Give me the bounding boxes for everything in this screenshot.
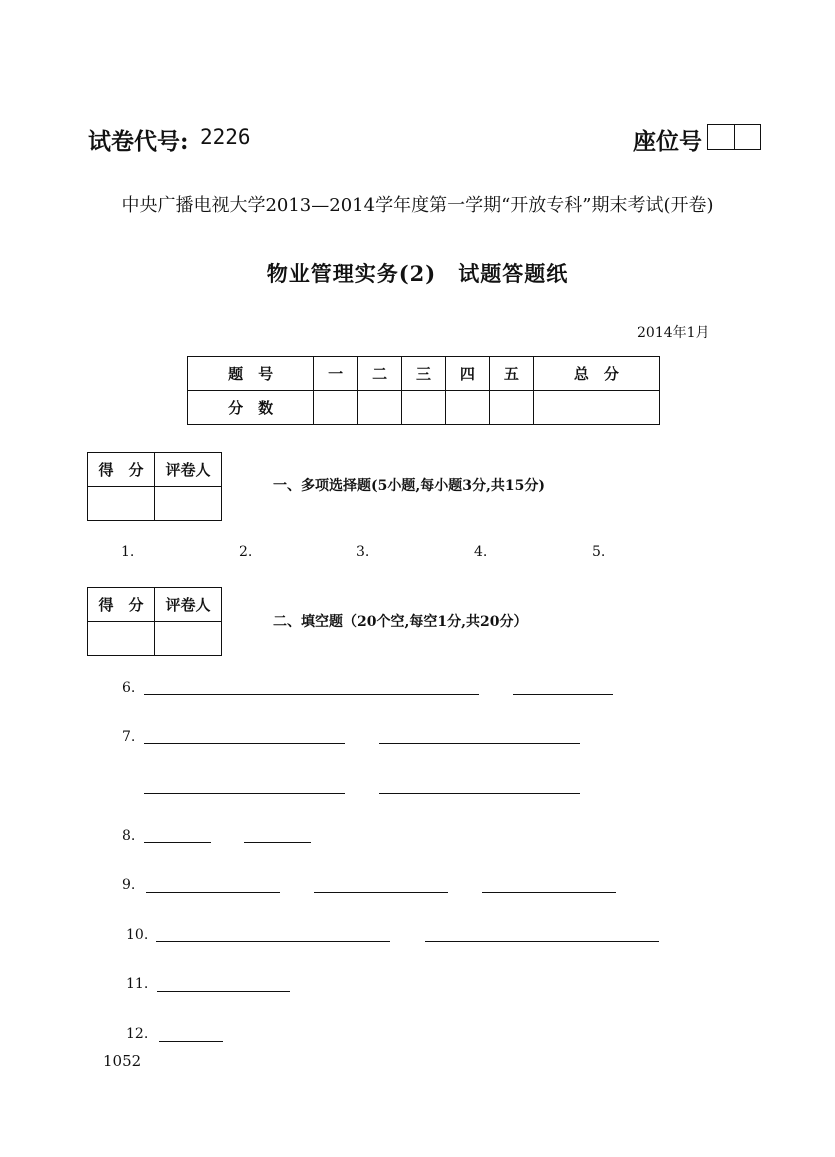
column-header: 五 (489, 357, 533, 391)
subject-title: 物业管理实务(2) 试题答题纸 (266, 261, 569, 286)
seat-number-label: 座位号 (633, 128, 702, 155)
answer-blank[interactable] (425, 941, 659, 942)
answer-blank[interactable] (513, 694, 613, 695)
exam-header: 中央广播电视大学2013—2014学年度第一学期“开放专科”期末考试(开卷) (121, 195, 714, 216)
column-header: 二 (358, 357, 402, 391)
table-row (188, 391, 660, 425)
column-header: 三 (402, 357, 446, 391)
question-number: 10. (126, 927, 149, 943)
question-number: 6. (122, 680, 136, 696)
column-header: 四 (445, 357, 489, 391)
score-summary-table (187, 356, 660, 425)
section1-heading: 一、多项选择题(5小题,每小题3分,共15分) (273, 478, 545, 494)
answer-blank[interactable] (144, 743, 345, 744)
mc-answer-number: 1. (121, 544, 135, 560)
answer-blank[interactable] (144, 694, 479, 695)
score-entry-cell[interactable] (88, 622, 155, 656)
section2-score-box (87, 587, 222, 656)
mc-answer-number: 3. (356, 544, 370, 560)
mc-answer-number: 2. (239, 544, 253, 560)
score-entry-cell[interactable] (88, 487, 155, 521)
question-number: 9. (122, 877, 136, 893)
score-cell[interactable] (445, 391, 489, 425)
answer-blank[interactable] (144, 793, 345, 794)
seat-number-box[interactable] (734, 125, 761, 149)
answer-blank[interactable] (159, 1041, 223, 1042)
score-cell[interactable] (402, 391, 446, 425)
page-number: 1052 (103, 1052, 142, 1070)
answer-blank[interactable] (314, 892, 448, 893)
question-number: 11. (126, 976, 149, 992)
seat-number-box[interactable] (708, 125, 734, 149)
answer-blank[interactable] (244, 842, 311, 843)
score-header: 得 分 (88, 453, 155, 487)
question-number: 8. (122, 828, 136, 844)
section1-score-box (87, 452, 222, 521)
grader-header: 评卷人 (155, 453, 222, 487)
paper-code-value: 2226 (200, 125, 251, 149)
question-number: 7. (122, 729, 136, 745)
answer-blank[interactable] (157, 991, 290, 992)
section2-heading: 二、填空题（20个空,每空1分,共20分） (273, 614, 528, 630)
answer-blank[interactable] (146, 892, 280, 893)
question-number: 12. (126, 1026, 149, 1042)
score-header: 得 分 (88, 588, 155, 622)
grader-header: 评卷人 (155, 588, 222, 622)
row-header-question-number: 题 号 (188, 357, 314, 391)
paper-code-label: 试卷代号: (88, 128, 189, 155)
answer-blank[interactable] (144, 842, 211, 843)
column-header: 一 (314, 357, 358, 391)
score-cell[interactable] (358, 391, 402, 425)
exam-date: 2014年1月 (637, 325, 710, 341)
grader-entry-cell[interactable] (155, 622, 222, 656)
score-cell[interactable] (489, 391, 533, 425)
row-header-score: 分 数 (188, 391, 314, 425)
score-cell-total[interactable] (533, 391, 659, 425)
score-cell[interactable] (314, 391, 358, 425)
grader-entry-cell[interactable] (155, 487, 222, 521)
table-row (188, 357, 660, 391)
answer-blank[interactable] (482, 892, 616, 893)
mc-answer-number: 4. (474, 544, 488, 560)
answer-blank[interactable] (379, 743, 580, 744)
mc-answer-number: 5. (592, 544, 606, 560)
column-header-total: 总 分 (533, 357, 659, 391)
answer-blank[interactable] (156, 941, 390, 942)
seat-number-boxes[interactable] (707, 124, 761, 150)
answer-blank[interactable] (379, 793, 580, 794)
